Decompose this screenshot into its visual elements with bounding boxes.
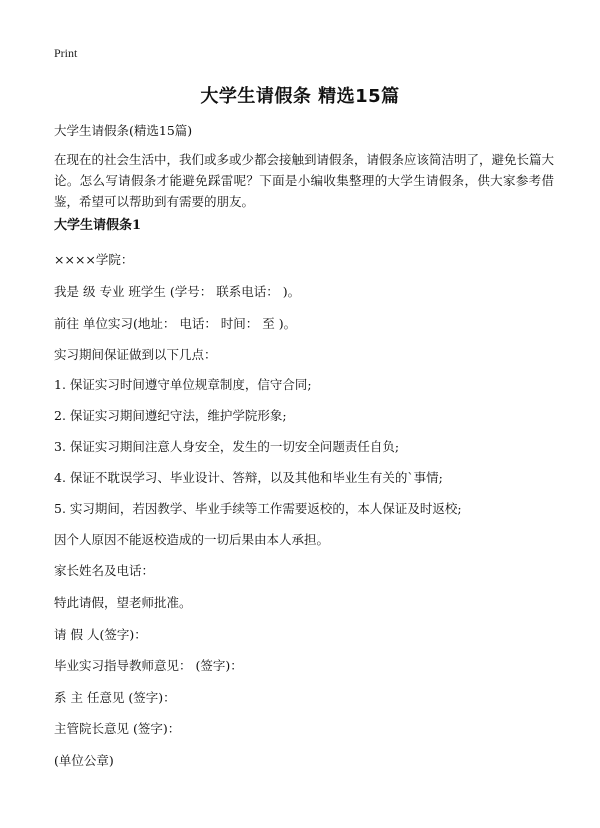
- document-subtitle: 大学生请假条(精选15篇): [54, 123, 193, 138]
- pledge-item-4: 4. 保证不耽误学习、毕业设计、答辩，以及其他和毕业生有关的`事情;: [54, 470, 443, 485]
- student-info-line: 我是 级 专业 班学生 (学号： 联系电话： )。: [54, 284, 301, 299]
- addressee-line: ××××学院：: [54, 252, 134, 267]
- document-title: 大学生请假条 精选15篇: [200, 86, 400, 107]
- pledge-item-5: 5. 实习期间，若因教学、毕业手续等工作需要返校的，本人保证及时返校;: [54, 501, 462, 516]
- section-heading: 大学生请假条1: [54, 218, 142, 233]
- print-link[interactable]: Print: [54, 46, 78, 60]
- applicant-signature-line: 请 假 人(签字)：: [54, 627, 147, 642]
- pledge-item-1: 1. 保证实习时间遵守单位规章制度，信守合同;: [54, 377, 312, 392]
- parent-contact-line: 家长姓名及电话：: [54, 563, 155, 578]
- department-head-opinion-line: 系 主 任意见 (签字)：: [54, 690, 176, 705]
- dean-opinion-line: 主管院长意见 (签字)：: [54, 721, 181, 736]
- pledge-intro-line: 实习期间保证做到以下几点：: [54, 347, 217, 362]
- request-line: 特此请假，望老师批准。: [54, 595, 192, 610]
- pledge-item-3: 3. 保证实习期间注意人身安全，发生的一切安全问题责任自负;: [54, 439, 400, 454]
- pledge-item-2: 2. 保证实习期间遵纪守法，维护学院形象;: [54, 408, 287, 423]
- internship-info-line: 前往 单位实习(地址： 电话： 时间： 至 )。: [54, 316, 297, 331]
- responsibility-line: 因个人原因不能返校造成的一切后果由本人承担。: [54, 532, 330, 547]
- unit-seal-line: (单位公章): [54, 753, 114, 768]
- advisor-opinion-line: 毕业实习指导教师意见： (签字)：: [54, 658, 243, 673]
- intro-paragraph: 在现在的社会生活中，我们或多或少都会接触到请假条，请假条应该简洁明了，避免长篇大论。怎么写请假条才能避免踩雷呢？下面是小编收集整理的大学生请假条，供大家参考借鉴，希望可以帮助到有需要的朋友。: [54, 152, 555, 209]
